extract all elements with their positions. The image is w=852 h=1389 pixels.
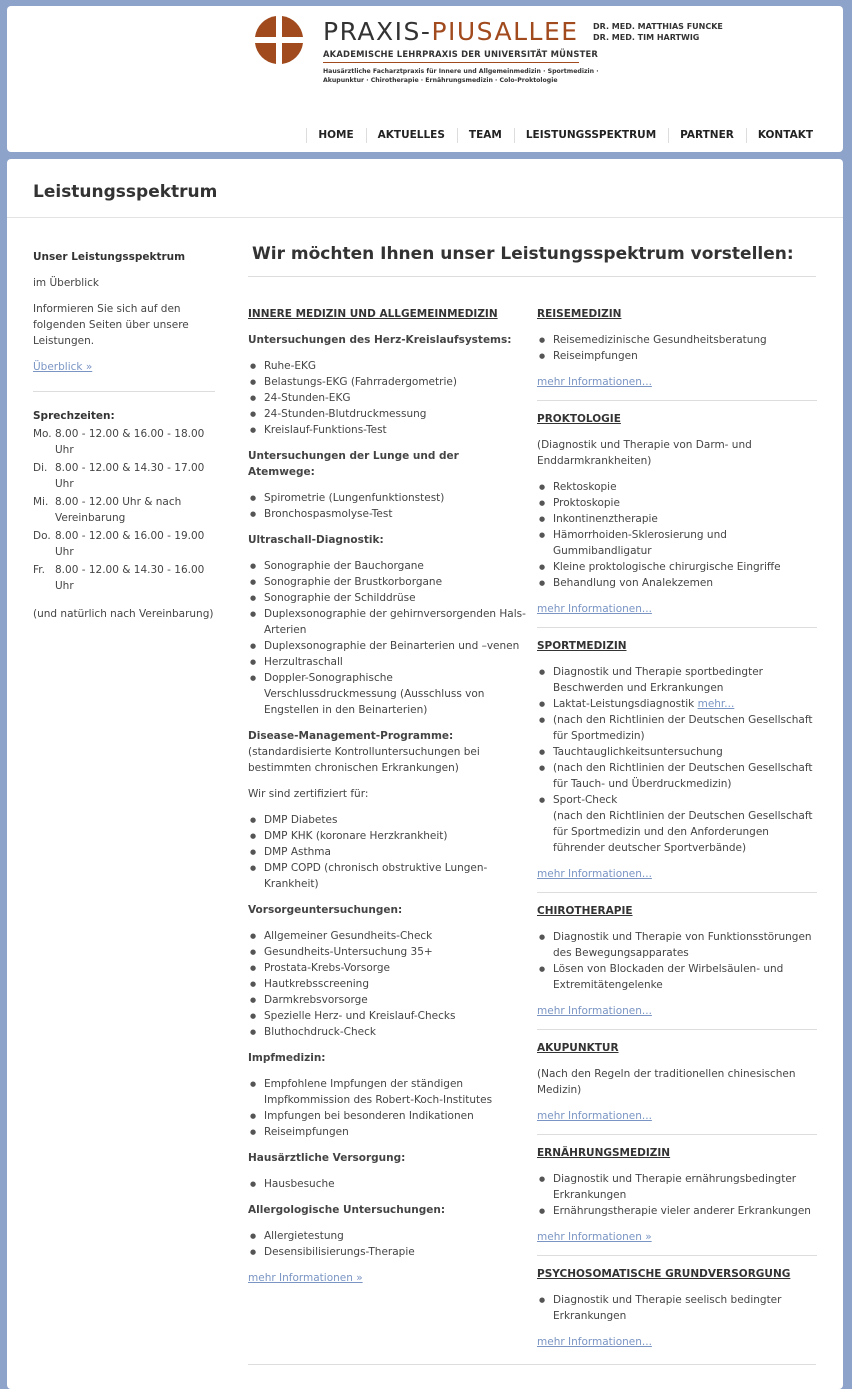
hours-row <box>33 426 215 460</box>
subsection-title: Ultraschall-Diagnostik: <box>248 534 384 546</box>
hours-day: Do. <box>33 530 51 542</box>
section-divider <box>537 892 817 893</box>
section-divider <box>537 1255 817 1256</box>
overview-link[interactable]: Überblick » <box>33 361 93 373</box>
sidebar-subheading: im Überblick <box>33 277 99 289</box>
nav-aktuelles[interactable]: AKTUELLES <box>366 128 457 143</box>
section-psychosomatik <box>537 1266 817 1350</box>
section-note: (Nach den Regeln der traditionellen chinesischen Medizin) <box>537 1068 796 1096</box>
content-divider <box>248 276 816 277</box>
nav-team[interactable]: TEAM <box>457 128 514 143</box>
section-divider <box>537 1134 817 1135</box>
list-item: ● Diagnostik und Therapie ernährungsbedingter Erkrankungen <box>537 1171 817 1203</box>
list-item: ● DMP Asthma <box>248 844 528 860</box>
list-item: ● Allgemeiner Gesundheits-Check <box>248 928 528 944</box>
subsection-title: Allergologische Untersuchungen: <box>248 1204 446 1216</box>
logo-specialties-line1: Hausärztliche Facharztpraxis für Innere und Allgemeinmedizin · Sportmedizin · <box>323 68 599 75</box>
list-item: ● Duplexsonographie der Beinarterien und –venen <box>248 638 528 654</box>
section-title-chirotherapie: CHIROTHERAPIE <box>537 905 633 917</box>
section-divider <box>537 1029 817 1030</box>
service-list <box>537 1171 817 1219</box>
dmp-certified: Wir sind zertifiziert für: <box>248 788 369 800</box>
subsection-title: Untersuchungen des Herz-Kreislaufsystems: <box>248 334 512 346</box>
hours-note: (und natürlich nach Vereinbarung) <box>33 608 214 620</box>
nav-leistungsspektrum[interactable]: LEISTUNGSSPEKTRUM <box>514 128 668 143</box>
left-column <box>248 306 528 1296</box>
service-list <box>248 1076 528 1140</box>
list-item: ● Doppler-Sonographische Verschlussdruckmessung (Ausschluss von Engstellen in den Beinarterien) <box>248 670 528 718</box>
nav-home[interactable]: HOME <box>306 128 365 143</box>
subsection-title: Hausärztliche Versorgung: <box>248 1152 406 1164</box>
logo-title[interactable] <box>323 18 579 46</box>
service-list <box>248 358 528 438</box>
hours-day: Fr. <box>33 564 45 576</box>
list-item: ● Prostata-Krebs-Vorsorge <box>248 960 528 976</box>
hours-day: Di. <box>33 462 48 474</box>
section-reisemedizin <box>537 306 817 390</box>
nav-partner[interactable]: PARTNER <box>668 128 746 143</box>
service-list <box>248 1176 528 1192</box>
dmp-note: (standardisierte Kontrolluntersuchungen bei bestimmten chronischen Erkrankungen) <box>248 746 480 774</box>
service-list <box>248 1228 528 1260</box>
list-item: ● Kreislauf-Funktions-Test <box>248 422 528 438</box>
sidebar <box>33 249 215 632</box>
list-item: ● 24-Stunden-Blutdruckmessung <box>248 406 528 422</box>
service-list <box>537 664 817 856</box>
service-list <box>248 490 528 522</box>
list-item: ● Bronchospasmolyse-Test <box>248 506 528 522</box>
hours-row <box>33 562 215 596</box>
hours-time: 8.00 - 12.00 & 16.00 - 18.00 Uhr <box>55 428 205 456</box>
list-item <box>537 696 817 712</box>
list-item: ● Inkontinenztherapie <box>537 511 817 527</box>
hours-title: Sprechzeiten: <box>33 410 115 422</box>
more-info-link-chirotherapie[interactable]: mehr Informationen... <box>537 1005 652 1017</box>
hours-row <box>33 460 215 494</box>
laktat-more-link[interactable]: mehr... <box>697 698 735 710</box>
section-title-akupunktur: AKUPUNKTUR <box>537 1042 619 1054</box>
list-item: ● DMP KHK (koronare Herzkrankheit) <box>248 828 528 844</box>
list-item: ● Impfungen bei besonderen Indikationen <box>248 1108 528 1124</box>
content-heading: Wir möchten Ihnen unser Leistungsspektrum vorstellen: <box>252 244 794 264</box>
list-item: ● Sonographie der Bauchorgane <box>248 558 528 574</box>
list-item: ● Ruhe-EKG <box>248 358 528 374</box>
list-item: ● Sonographie der Schilddrüse <box>248 590 528 606</box>
more-info-link-ernaehrungsmedizin[interactable]: mehr Informationen » <box>537 1231 652 1243</box>
sidebar-divider <box>33 391 215 392</box>
hours-day: Mo. <box>33 428 52 440</box>
hours-time: 8.00 - 12.00 & 14.30 - 17.00 Uhr <box>55 462 205 490</box>
list-item: ● Diagnostik und Therapie seelisch bedingter Erkrankungen <box>537 1292 817 1324</box>
service-list <box>248 928 528 1040</box>
list-item-text: Sport-Check <box>553 794 618 806</box>
list-item: ● Reisemedizinische Gesundheitsberatung <box>537 332 817 348</box>
service-list <box>248 812 528 892</box>
site-header <box>7 6 843 152</box>
doctor-name-1: DR. MED. MATTHIAS FUNCKE <box>593 22 723 31</box>
hours-day: Mi. <box>33 496 49 508</box>
list-item: ● Tauchtauglichkeitsuntersuchung <box>537 744 817 760</box>
main-navigation <box>306 128 813 143</box>
list-item: ● Empfohlene Impfungen der ständigen Impfkommission des Robert-Koch-Institutes <box>248 1076 528 1108</box>
list-item-text: Laktat-Leistungsdiagnostik <box>553 698 698 710</box>
hours-time: 8.00 - 12.00 Uhr & nach Vereinbarung <box>55 496 182 524</box>
list-item: ● Sonographie der Brustkorborgane <box>248 574 528 590</box>
list-item: ● DMP COPD (chronisch obstruktive Lungen-Krankheit) <box>248 860 528 892</box>
hours-time: 8.00 - 12.00 & 16.00 - 19.00 Uhr <box>55 530 205 558</box>
list-item-subtext: (nach den Richtlinien der Deutschen Gesellschaft für Sportmedizin und den Anforderungen führender deutscher Sportverbände) <box>553 810 813 854</box>
section-chirotherapie <box>537 903 817 1019</box>
list-item: ● Rektoskopie <box>537 479 817 495</box>
logo-subtitle: AKADEMISCHE LEHRPRAXIS DER UNIVERSITÄT MÜNSTER <box>323 49 599 59</box>
list-item: ● Spirometrie (Lungenfunktionstest) <box>248 490 528 506</box>
list-item: ● Darmkrebsvorsorge <box>248 992 528 1008</box>
subsection-title: Disease-Management-Programme: <box>248 730 454 742</box>
list-item: ● Diagnostik und Therapie sportbedingter Beschwerden und Erkrankungen <box>537 664 817 696</box>
sidebar-heading: Unser Leistungsspektrum <box>33 251 186 263</box>
section-note: (Diagnostik und Therapie von Darm- und Enddarmkrankheiten) <box>537 439 752 467</box>
opening-hours-table <box>33 426 215 596</box>
subsection-title: Vorsorgeuntersuchungen: <box>248 904 403 916</box>
main-content-panel <box>7 159 843 1389</box>
logo-title-praxis: PRAXIS- <box>323 17 432 46</box>
section-divider <box>537 627 817 628</box>
section-title-reisemedizin: REISEMEDIZIN <box>537 308 622 320</box>
list-item <box>537 792 817 856</box>
list-item: ● Lösen von Blockaden der Wirbelsäulen- und Extremitätengelenke <box>537 961 817 993</box>
logo-specialties-line2: Akupunktur · Chirotherapie · Ernährungsmedizin · Colo-Proktologie <box>323 77 558 84</box>
service-list <box>537 332 817 364</box>
service-list <box>248 558 528 718</box>
section-sportmedizin <box>537 638 817 882</box>
section-title-psychosomatik: PSYCHOSOMATISCHE GRUNDVERSORGUNG <box>537 1268 791 1280</box>
list-item: ● Proktoskopie <box>537 495 817 511</box>
list-item: ● Bluthochdruck-Check <box>248 1024 528 1040</box>
list-item: ● Kleine proktologische chirurgische Eingriffe <box>537 559 817 575</box>
more-info-link-reisemedizin[interactable]: mehr Informationen... <box>537 376 652 388</box>
list-item: ● Behandlung von Analekzemen <box>537 575 817 591</box>
hours-row <box>33 528 215 562</box>
praxis-cross-logo[interactable] <box>255 16 303 64</box>
list-item: ● Hautkrebsscreening <box>248 976 528 992</box>
nav-kontakt[interactable]: KONTAKT <box>746 128 813 143</box>
list-item: ● Herzultraschall <box>248 654 528 670</box>
doctor-name-2: DR. MED. TIM HARTWIG <box>593 33 700 42</box>
more-info-link-proktologie[interactable]: mehr Informationen... <box>537 603 652 615</box>
section-akupunktur <box>537 1040 817 1124</box>
list-item: ● Reiseimpfungen <box>537 348 817 364</box>
list-item: ● Gesundheits-Untersuchung 35+ <box>248 944 528 960</box>
more-info-link-akupunktur[interactable]: mehr Informationen... <box>537 1110 652 1122</box>
list-item: ● Diagnostik und Therapie von Funktionsstörungen des Bewegungsapparates <box>537 929 817 961</box>
list-item: ● Hämorrhoiden-Sklerosierung und Gummibandligatur <box>537 527 817 559</box>
list-item: ● Hausbesuche <box>248 1176 528 1192</box>
service-list <box>537 479 817 591</box>
list-item: ● 24-Stunden-EKG <box>248 390 528 406</box>
section-ernaehrungsmedizin <box>537 1145 817 1245</box>
list-item: ● Spezielle Herz- und Kreislauf-Checks <box>248 1008 528 1024</box>
list-item: ● DMP Diabetes <box>248 812 528 828</box>
section-title-sportmedizin: SPORTMEDIZIN <box>537 640 627 652</box>
service-list <box>537 1292 817 1324</box>
section-title-proktologie: PROKTOLOGIE <box>537 413 621 425</box>
more-info-link-sportmedizin[interactable]: mehr Informationen... <box>537 868 652 880</box>
list-item: ● Desensibilisierungs-Therapie <box>248 1244 528 1260</box>
list-item: ● (nach den Richtlinien der Deutschen Gesellschaft für Tauch- und Überdruckmedizin) <box>537 760 817 792</box>
list-item: ● Allergietestung <box>248 1228 528 1244</box>
section-divider <box>537 400 817 401</box>
list-item: ● Belastungs-EKG (Fahrradergometrie) <box>248 374 528 390</box>
section-title-innere-medizin: INNERE MEDIZIN UND ALLGEMEINMEDIZIN <box>248 308 498 320</box>
title-divider <box>7 217 843 218</box>
service-list <box>537 929 817 993</box>
services-content <box>248 244 816 1348</box>
right-column <box>537 306 817 1360</box>
list-item: ● (nach den Richtlinien der Deutschen Gesellschaft für Sportmedizin) <box>537 712 817 744</box>
hours-row <box>33 494 215 528</box>
list-item: ● Duplexsonographie der gehirnversorgenden Hals-Arterien <box>248 606 528 638</box>
list-item: ● Reiseimpfungen <box>248 1124 528 1140</box>
logo-title-piusallee: PIUSALLEE <box>431 17 579 46</box>
section-title-ernaehrungsmedizin: ERNÄHRUNGSMEDIZIN <box>537 1147 671 1159</box>
page-title: Leistungsspektrum <box>33 182 218 202</box>
section-proktologie <box>537 411 817 617</box>
more-info-link-innere-medizin[interactable]: mehr Informationen » <box>248 1272 363 1284</box>
sidebar-text: Informieren Sie sich auf den folgenden Seiten über unsere Leistungen. <box>33 303 189 347</box>
more-info-link-psychosomatik[interactable]: mehr Informationen... <box>537 1336 652 1348</box>
list-item: ● Ernährungstherapie vieler anderer Erkrankungen <box>537 1203 817 1219</box>
logo-divider <box>323 62 579 63</box>
subsection-title: Untersuchungen der Lunge und der Atemwege: <box>248 450 459 478</box>
subsection-title: Impfmedizin: <box>248 1052 326 1064</box>
hours-time: 8.00 - 12.00 & 14.30 - 16.00 Uhr <box>55 564 205 592</box>
